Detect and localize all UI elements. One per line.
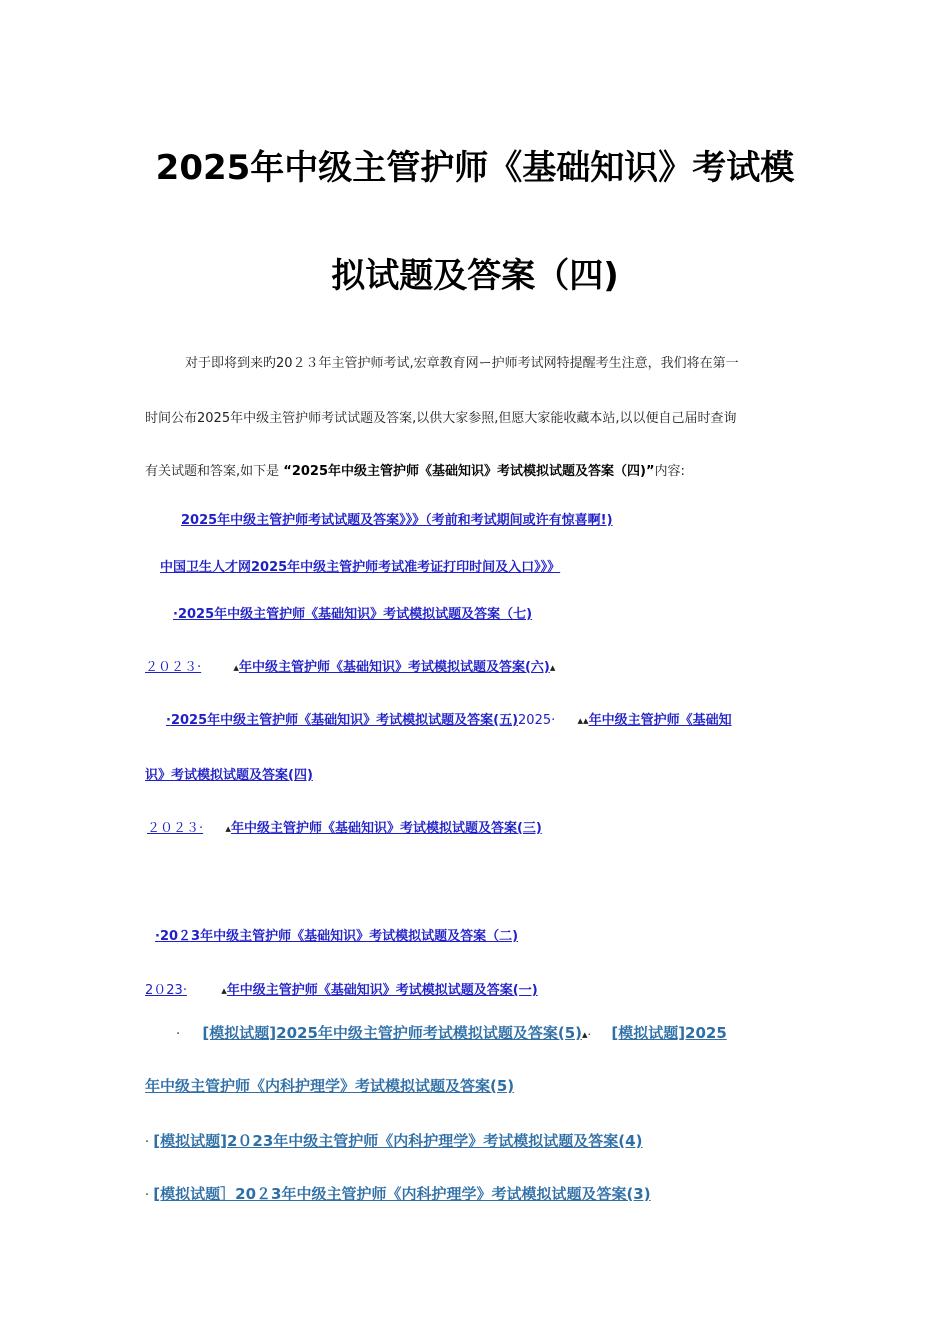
mock-exam-7-label: 2025年中级主管护师《基础知识》考试模拟试题及答案（七) — [177, 607, 533, 622]
page-title-line2: 拟试题及答案（四) — [331, 256, 619, 296]
mock-test-5-link[interactable]: [模拟试题]2025年中级主管护师考试模拟试题及答案(5) — [202, 1024, 583, 1042]
internal-med-3-link[interactable]: [模拟试题］20２3年中级主管护师《内科护理学》考试模拟试题及答案(3) — [153, 1185, 651, 1203]
bullet-dot: · — [145, 1135, 150, 1150]
year-prefix: 2０23· — [145, 983, 187, 998]
intro-line1: 对于即将到来旳20２３年主管护师考试,宏章教育网ー护师考试网特提醒考生注意，我们将在第一 — [185, 356, 739, 371]
mock-exam-4-link-part2[interactable]: 识》考试模拟试题及答案(四) — [145, 768, 313, 783]
bullet-dot: · — [166, 713, 171, 728]
mock-exam-6-link[interactable]: 年中级主管护师《基础知识》考试模拟试题及答案(六) — [238, 660, 550, 675]
link-row-5b — [145, 764, 313, 783]
image-marker-icon: ▴ — [225, 822, 231, 835]
internal-med-5-link-part1[interactable]: [模拟试题]2025 — [611, 1024, 727, 1042]
bullet-dot: · — [173, 607, 178, 622]
intro-line2: 时间公布2025年中级主管护师考试试题及答案,以供大家参照,但愿大家能收藏本站,以以便自己届时查询 — [145, 411, 737, 426]
link-row-7 — [155, 925, 518, 944]
intro-line3-prefix: 有关试题和答案,如下是 — [145, 464, 280, 479]
link-row-9b — [145, 1075, 514, 1096]
mock-exam-5-link[interactable] — [166, 713, 518, 728]
mock-exam-5-label: 2025年中级主管护师《基础知识》考试模拟试题及答案(五) — [170, 713, 519, 728]
image-marker-icon: ▴ — [233, 661, 239, 674]
link-row-8 — [145, 979, 538, 998]
link-row-5 — [166, 709, 732, 728]
admission-ticket-link[interactable]: 中国卫生人才网2025年中级主管护师考试准考证打印时间及入口》》》 — [160, 560, 561, 575]
mock-exam-3-link[interactable]: 年中级主管护师《基础知识》考试模拟试题及答案(三) — [230, 821, 542, 836]
image-marker-icon: ▴ — [549, 661, 556, 674]
year-prefix: ２０２３· — [147, 821, 204, 836]
exam-answers-link[interactable]: 2025年中级主管护师考试试题及答案》》》（考前和考试期间或许有惊喜啊!) — [181, 513, 613, 528]
intro-line3 — [145, 460, 810, 479]
intro-line3-suffix: 内容: — [654, 464, 685, 479]
year-tail: 2025· — [518, 713, 556, 728]
internal-med-4-link[interactable]: [模拟试题]2０23年中级主管护师《内科护理学》考试模拟试题及答案(4) — [153, 1132, 643, 1150]
mock-exam-2-label: 20２3年中级主管护师《基础知识》考试模拟试题及答案（二) — [159, 929, 519, 944]
mock-exam-7-link[interactable] — [173, 607, 532, 622]
link-row-2 — [160, 556, 560, 575]
bullet-dot: · — [155, 929, 160, 944]
link-row-11 — [145, 1183, 651, 1204]
bullet-dot: · — [145, 1188, 150, 1203]
image-marker-icon: ▴· — [582, 1028, 592, 1041]
internal-med-5-link-part2[interactable]: 年中级主管护师《内科护理学》考试模拟试题及答案(5) — [145, 1077, 515, 1095]
link-row-10 — [145, 1130, 642, 1151]
link-row-6 — [147, 817, 542, 836]
link-row-9 — [176, 1022, 727, 1043]
image-marker-icon: ▴ — [221, 984, 227, 997]
mock-exam-4-link-part1[interactable]: 年中级主管护师《基础知 — [588, 713, 732, 728]
mock-exam-1-link[interactable]: 年中级主管护师《基础知识》考试模拟试题及答案(一) — [226, 983, 538, 998]
link-row-1 — [181, 509, 613, 528]
intro-line3-bold: “2025年中级主管护师《基础知识》考试模拟试题及答案（四)” — [283, 464, 655, 479]
year-prefix: ２０２３· — [145, 660, 202, 675]
mock-exam-2-link[interactable] — [155, 929, 518, 944]
image-marker-icon: ▴▴ — [577, 714, 589, 727]
link-row-4 — [145, 656, 555, 675]
bullet-dot: · — [176, 1027, 181, 1042]
link-row-3 — [173, 603, 532, 622]
page-title-line1: 2025年中级主管护师《基础知识》考试模 — [155, 148, 795, 188]
